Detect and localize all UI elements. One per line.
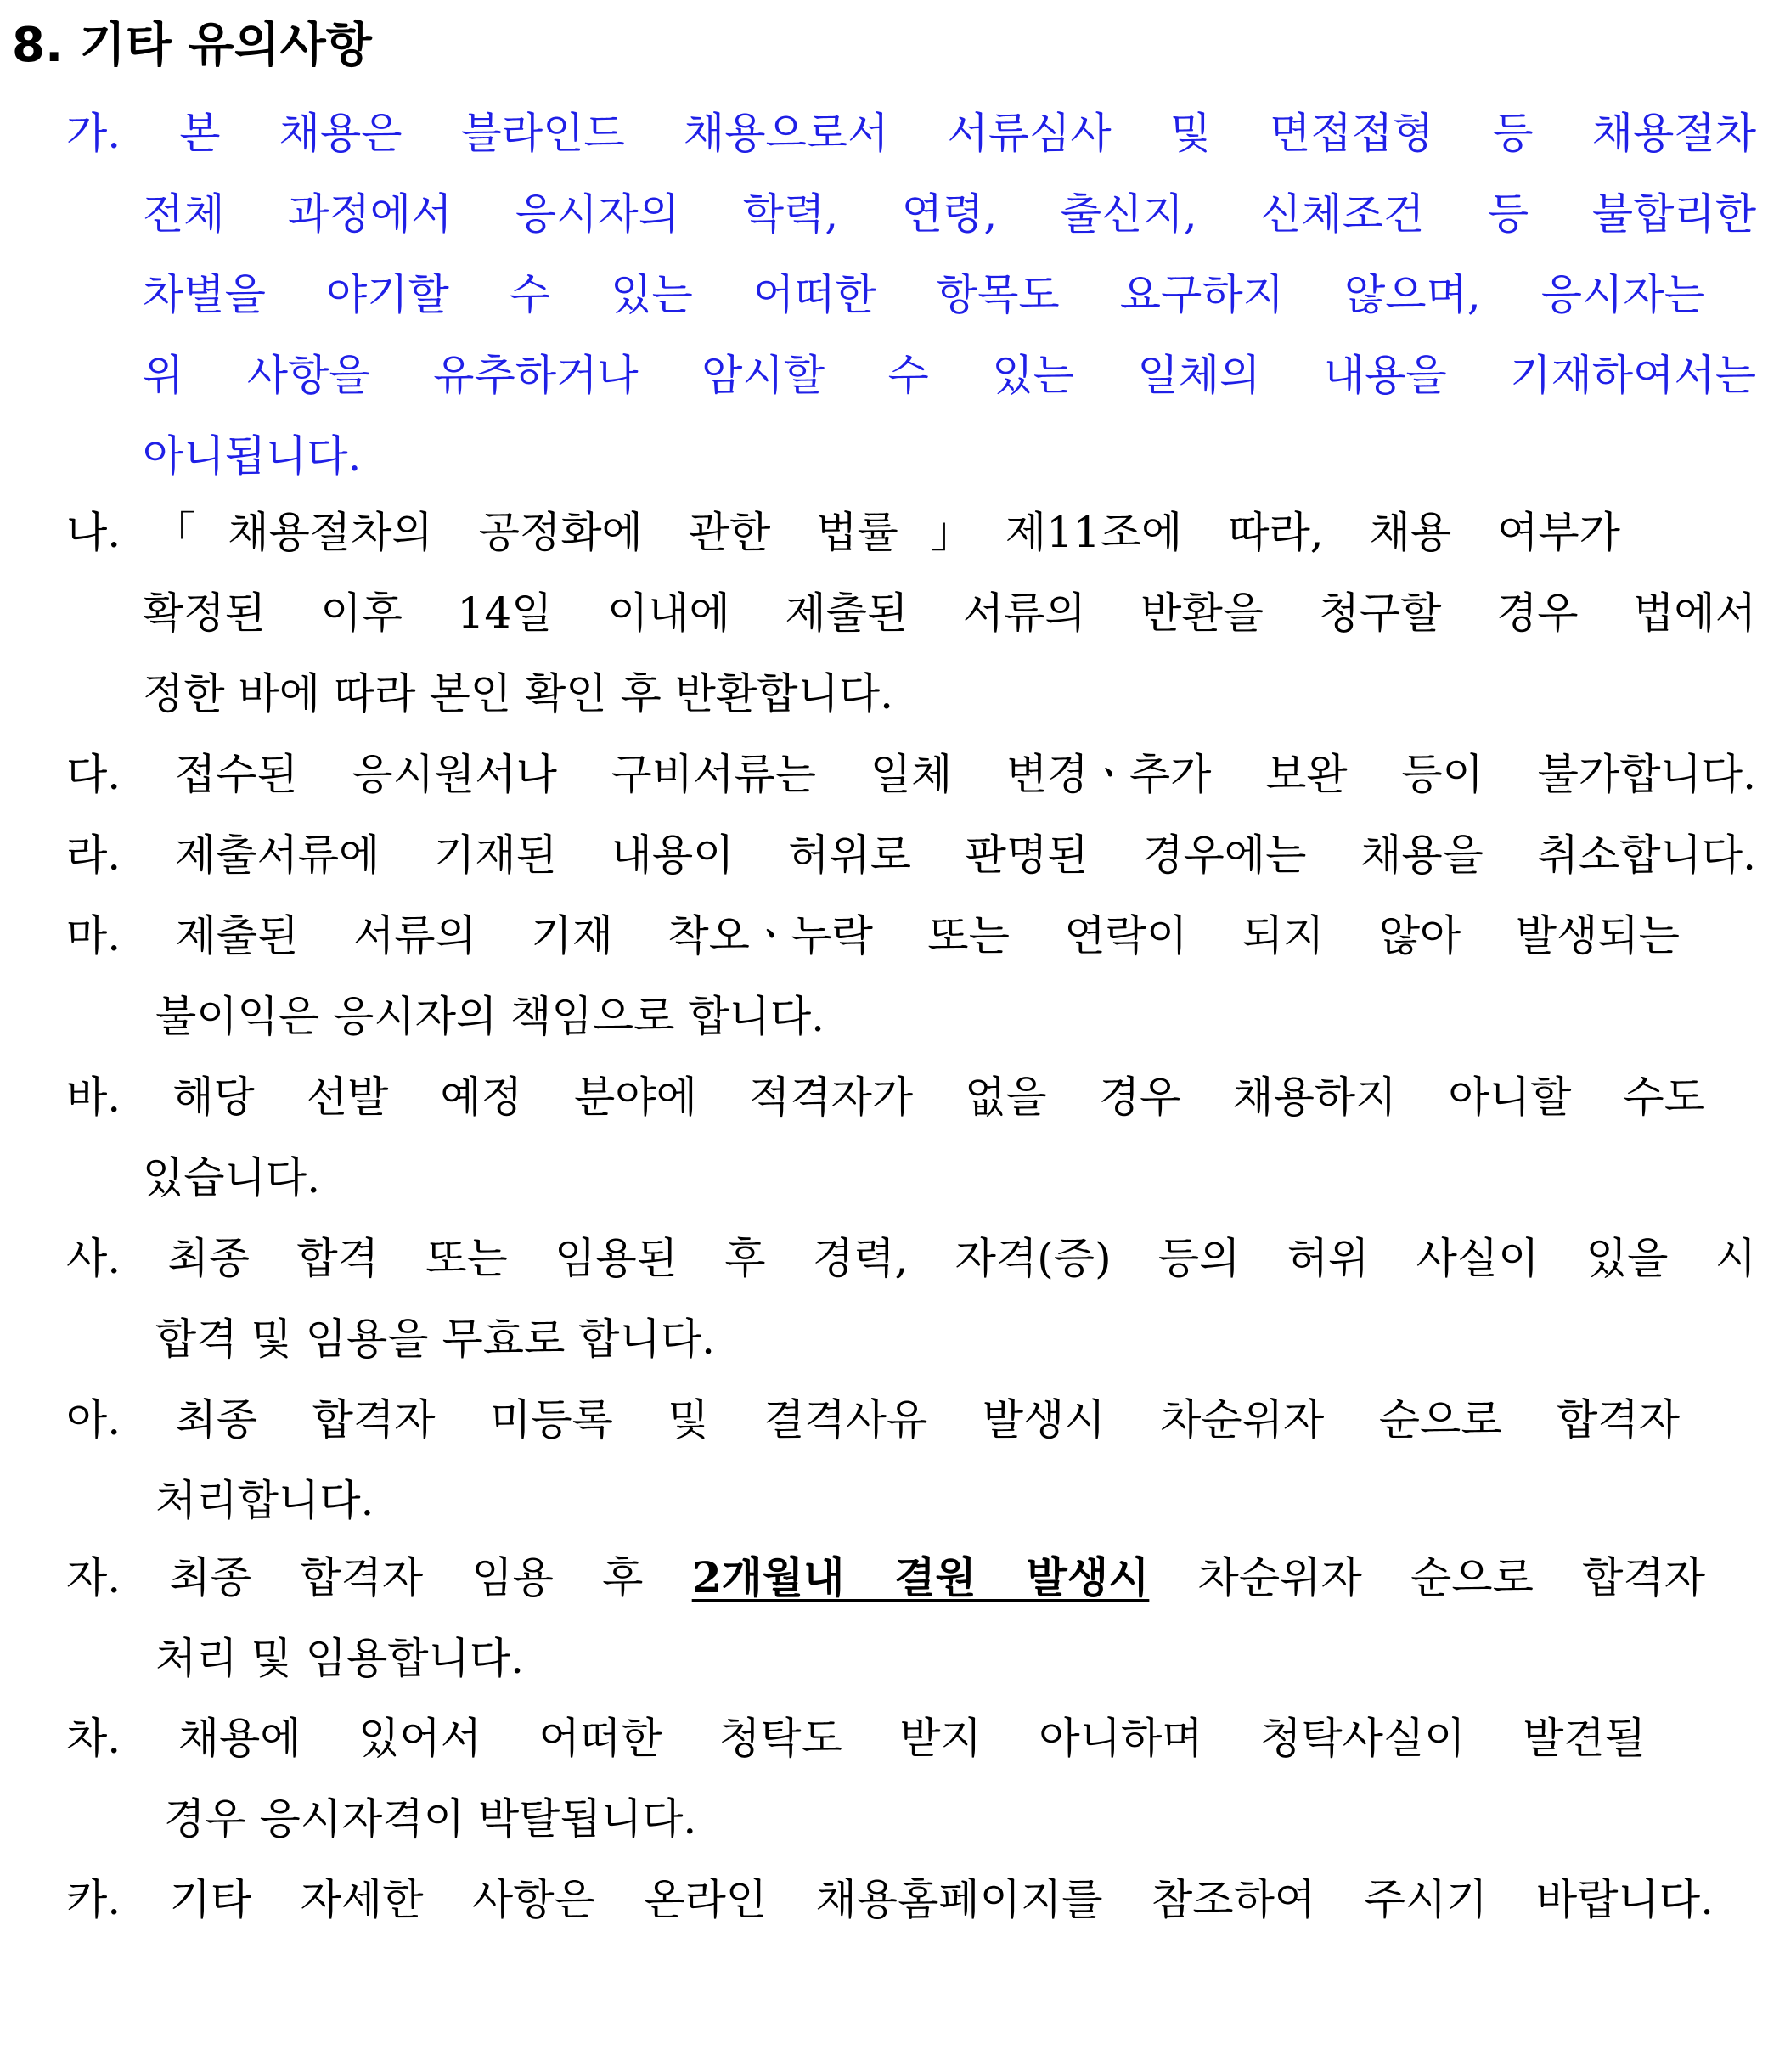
item-line: 위 사항을 유추하거나 암시할 수 있는 일체의 내용을 기재하여서는 (143, 351, 1756, 400)
notice-item-a (66, 1380, 1756, 1541)
item-line: 바. 해당 선발 예정 분야에 적격자가 없을 경우 채용하지 아니할 수도 (66, 1073, 1705, 1122)
item-line: 합격 및 임용을 무효로 합니다. (155, 1315, 716, 1364)
notice-item-da (66, 735, 1756, 815)
notice-item-ga (66, 93, 1756, 497)
item-line: 라. 제출서류에 기재된 내용이 허위로 판명된 경우에는 채용을 취소합니다. (66, 830, 1756, 880)
notice-item-ba (66, 1057, 1756, 1219)
notice-item-na (66, 493, 1756, 735)
item-line: 처리 및 임용합니다. (155, 1634, 525, 1683)
notice-item-ma (66, 896, 1756, 1057)
emphasis-text: 2개월내 결원 발생시 (691, 1552, 1150, 1602)
item-line: 가. 본 채용은 블라인드 채용으로서 서류심사 및 면접접형 등 채용절차 (66, 109, 1756, 158)
section-title: 8. 기타 유의사항 (12, 18, 372, 73)
item-line: 차. 채용에 있어서 어떠한 청탁도 받지 아니하며 청탁사실이 발견될 (66, 1714, 1646, 1763)
notice-item-ka (66, 1860, 1756, 1940)
item-line (66, 1537, 1705, 1619)
notice-item-ja (66, 1537, 1756, 1699)
notice-item-ra (66, 815, 1756, 896)
item-line: 마. 제출된 서류의 기재 착오ㆍ누락 또는 연락이 되지 않아 발생되는 (66, 911, 1680, 960)
item-line: 다. 접수된 응시원서나 구비서류는 일체 변경ㆍ추가 보완 등이 불가합니다. (66, 750, 1756, 799)
notice-item-cha (66, 1698, 1756, 1860)
notice-item-sa (66, 1219, 1756, 1380)
item-text: 자. 최종 합격자 임용 후 (66, 1553, 692, 1602)
item-line: 사. 최종 합격 또는 임용된 후 경력, 자격(증) 등의 허위 사실이 있을 시 (66, 1234, 1756, 1283)
item-line: 나.「채용절차의 공정화에 관한 법률」제11조에 따라, 채용 여부가 (66, 508, 1620, 557)
item-line: 있습니다. (143, 1153, 321, 1202)
item-line: 처리합니다. (155, 1476, 374, 1525)
item-line: 아니됩니다. (143, 431, 362, 481)
item-line: 아. 최종 합격자 미등록 및 결격사유 발생시 차순위자 순으로 합격자 (66, 1395, 1680, 1444)
item-line: 불이익은 응시자의 책임으로 합니다. (155, 992, 825, 1041)
item-line: 확정된 이후 14일 이내에 제출된 서류의 반환을 청구할 경우 법에서 (143, 588, 1756, 638)
item-line: 카. 기타 자세한 사항은 온라인 채용홈페이지를 참조하여 주시기 바랍니다. (66, 1875, 1714, 1924)
item-line: 정한 바에 따라 본인 확인 후 반환합니다. (143, 669, 894, 718)
item-line: 경우 응시자격이 박탈됩니다. (164, 1794, 697, 1844)
item-line: 차별을 야기할 수 있는 어떠한 항목도 요구하지 않으며, 응시자는 (143, 270, 1705, 319)
item-line: 전체 과정에서 응시자의 학력, 연령, 출신지, 신체조건 등 불합리한 (143, 189, 1756, 239)
item-text: 차순위자 순으로 합격자 (1149, 1553, 1705, 1602)
